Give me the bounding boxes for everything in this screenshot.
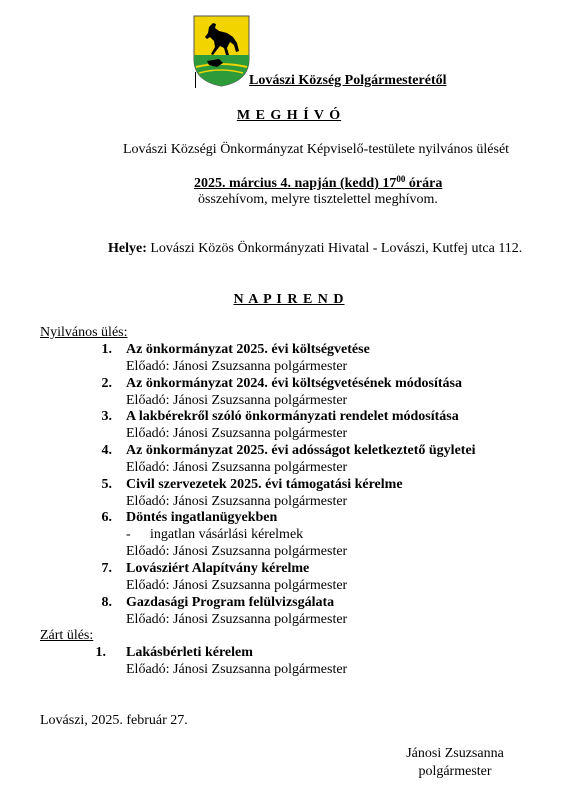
agenda-sub-item: ingatlan vásárlási kérelmek (150, 527, 304, 542)
agenda-sub-bullet: - (126, 527, 131, 542)
agenda-heading: N A P I R E N D (233, 292, 345, 307)
agenda-item-presenter: Előadó: Jánosi Zsuzsanna polgármester (126, 359, 348, 374)
agenda-item-presenter: Előadó: Jánosi Zsuzsanna polgármester (126, 426, 348, 441)
agenda-item-number: 7. (101, 561, 112, 576)
agenda-item-number: 6. (101, 510, 112, 525)
agenda-item-number: 2. (101, 376, 112, 391)
meeting-time-suffix: órára (405, 176, 443, 191)
agenda-item-title: Az önkormányzat 2025. évi költségvetése (126, 342, 370, 357)
closed-item-number: 1. (95, 645, 106, 660)
agenda-item-title: Döntés ingatlanügyekben (126, 510, 278, 525)
agenda-item-title: Az önkormányzat 2025. évi adósságot keletkeztető ügyletei (126, 443, 476, 458)
meeting-date (194, 176, 442, 192)
meeting-date-text: 2025. március 4. napján (kedd) 17 (194, 176, 397, 191)
location-label: Helye: (108, 241, 147, 256)
agenda-item-presenter: Előadó: Jánosi Zsuzsanna polgármester (126, 544, 348, 559)
public-session-label: Nyilvános ülés: (40, 325, 128, 340)
place-and-date: Lovászi, 2025. február 27. (40, 713, 188, 728)
signer-name: Jánosi Zsuzsanna (406, 746, 504, 761)
agenda-item-number: 4. (101, 443, 112, 458)
agenda-item-presenter: Előadó: Jánosi Zsuzsanna polgármester (126, 612, 348, 627)
agenda-item-title: Lovásziért Alapítvány kérelme (126, 561, 310, 576)
agenda-item-title: Az önkormányzat 2024. évi költségvetésének módosítása (126, 376, 462, 391)
meeting-location (108, 241, 522, 257)
location-text: Lovászi Közös Önkormányzati Hivatal - Lovászi, Kutfej utca 112. (146, 241, 523, 256)
agenda-item-title: Civil szervezetek 2025. évi támogatási kérelme (126, 477, 403, 492)
invitation-heading: M E G H Í V Ó (236, 108, 342, 123)
agenda-item-presenter: Előadó: Jánosi Zsuzsanna polgármester (126, 460, 348, 475)
agenda-item-title: Gazdasági Program felülvizsgálata (126, 595, 335, 610)
agenda-item-presenter: Előadó: Jánosi Zsuzsanna polgármester (126, 578, 348, 593)
closed-item-title: Lakásbérleti kérelem (126, 645, 253, 660)
agenda-item-presenter: Előadó: Jánosi Zsuzsanna polgármester (126, 494, 348, 509)
issuer-title: Lovászi Község Polgármesterétől (249, 73, 447, 88)
closed-item-presenter: Előadó: Jánosi Zsuzsanna polgármester (126, 662, 348, 677)
agenda-item-number: 3. (101, 409, 112, 424)
invitation-body-line1: Lovászi Községi Önkormányzat Képviselő-testülete nyilvános ülését (123, 142, 510, 157)
meeting-time-minutes: 00 (396, 174, 406, 184)
agenda-item-title: A lakbérekről szóló önkormányzati rendelet módosítása (126, 409, 459, 424)
signer-title: polgármester (418, 764, 492, 779)
invitation-body-line2: összehívom, melyre tisztelettel meghívom. (198, 192, 438, 207)
agenda-item-presenter: Előadó: Jánosi Zsuzsanna polgármester (126, 393, 348, 408)
header-divider-line (195, 72, 196, 88)
closed-session-label: Zárt ülés: (40, 628, 94, 643)
agenda-item-number: 8. (101, 595, 112, 610)
agenda-item-number: 1. (101, 342, 112, 357)
agenda-item-number: 5. (101, 477, 112, 492)
coat-of-arms-logo (193, 15, 250, 87)
